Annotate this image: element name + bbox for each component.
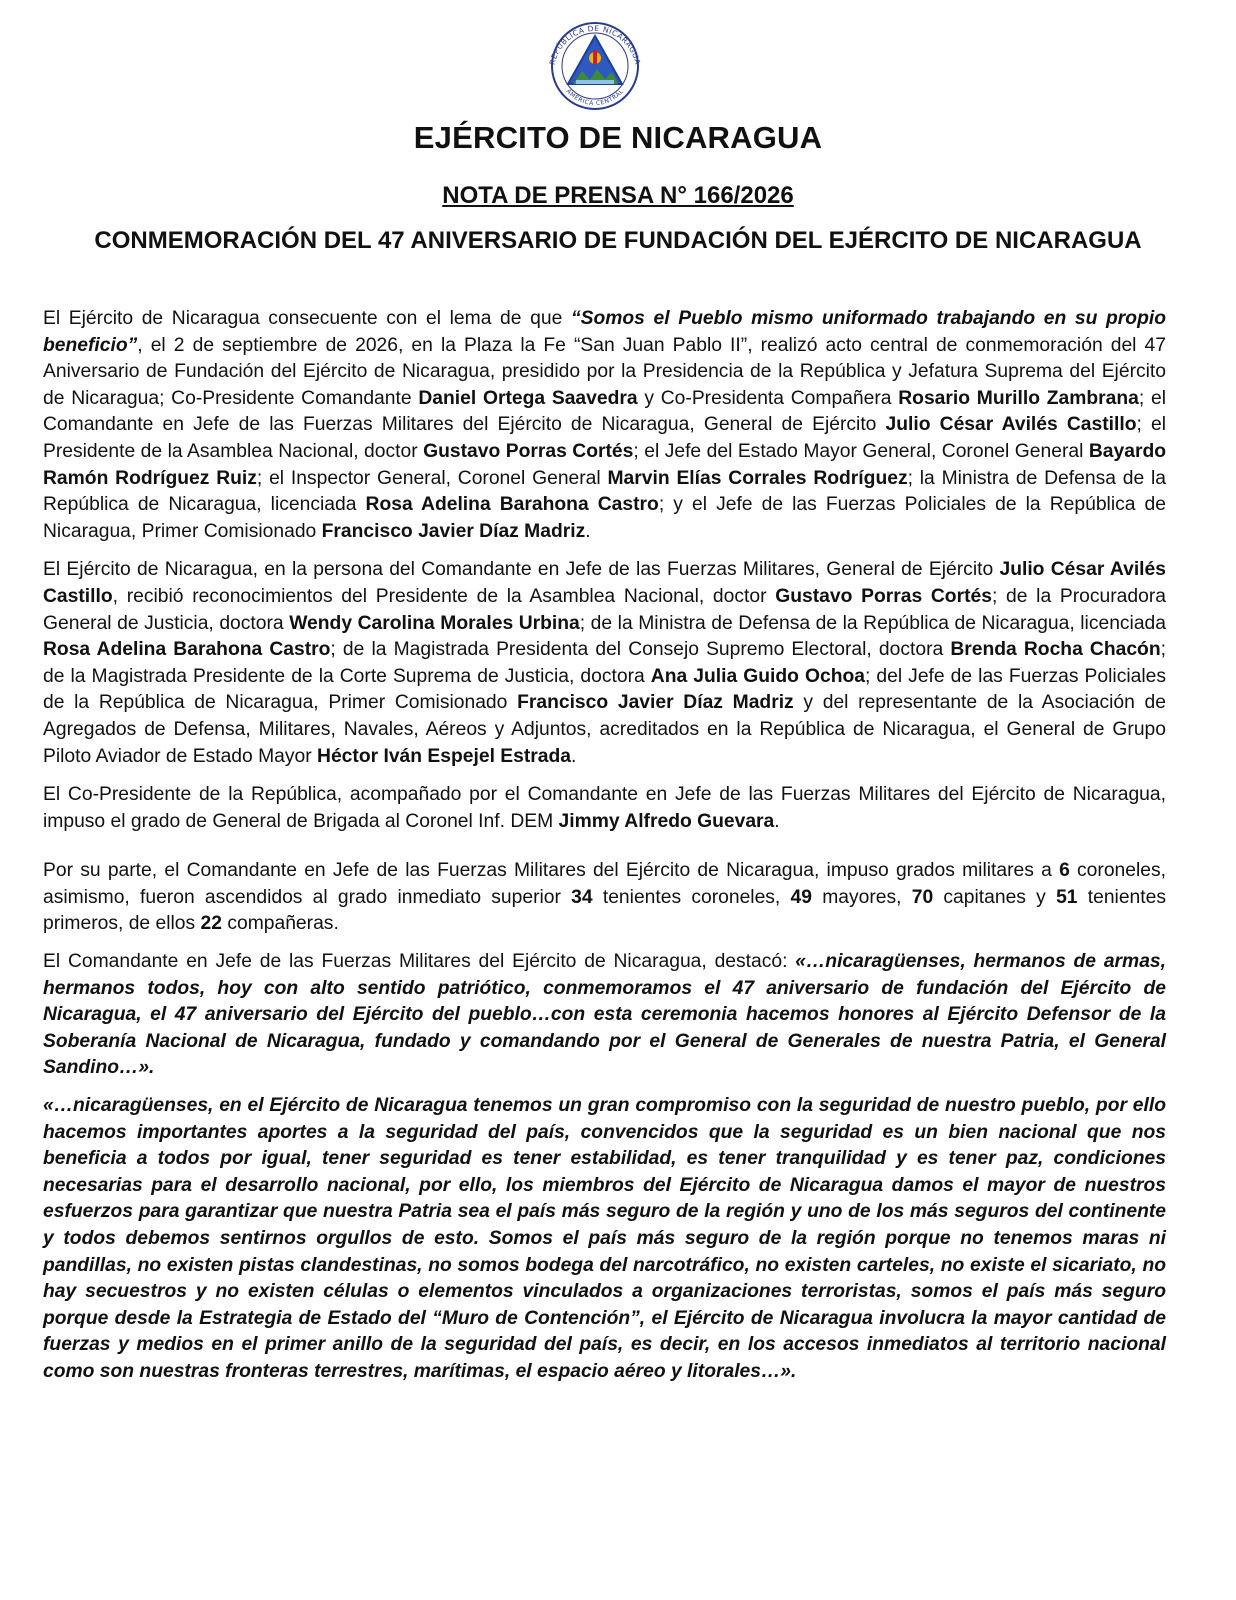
press-release-title: CONMEMORACIÓN DEL 47 ANIVERSARIO DE FUNDACIÓN DEL EJÉRCITO DE NICARAGUA	[94, 227, 1142, 254]
paragraph-promotions: Por su parte, el Comandante en Jefe de las Fuerzas Militares del Ejército de Nicaragua, impuso grados militares a 6 coroneles, asimismo, fueron ascendidos al grado inmediato superior 34 tenientes coroneles, 49 mayores, 70 capitanes y 51 tenientes primeros, de ellos 22 compañeras.	[43, 860, 1166, 935]
seal-bottom-text: AMÉRICA CENTRAL	[564, 87, 626, 108]
press-release-body	[43, 306, 1166, 1386]
paragraph-promotion-general: El Co-Presidente de la República, acompañado por el Comandante en Jefe de las Fuerzas Militares del Ejército de Nicaragua, impuso el grado de General de Brigada al Coronel Inf. DEM Jimmy Alfredo Guevara.	[43, 784, 1166, 832]
organization-name: EJÉRCITO DE NICARAGUA	[413, 120, 823, 155]
paragraph-ceremony: El Ejército de Nicaragua consecuente con el lema de que “Somos el Pueblo mismo uniformado trabajando en su propio beneficio”, el 2 de septiembre de 2026, en la Plaza la Fe “San Juan Pablo II”, realizó acto central de conmemoración del 47 Aniversario de Fundación del Ejército de Nicaragua, presidido por la Presidencia de la República y Jefatura Suprema del Ejército de Nicaragua; Co-Presidente Comandante Daniel Ortega Saavedra y Co-Presidenta Compañera Rosario Murillo Zambrana; el Comandante en Jefe de las Fuerzas Militares del Ejército de Nicaragua, General de Ejército Julio César Avilés Castillo; el Presidente de la Asamblea Nacional, doctor Gustavo Porras Cortés; el Jefe del Estado Mayor General, Coronel General Bayardo Ramón Rodríguez Ruiz; el Inspector General, Coronel General Marvin Elías Corrales Rodríguez; la Ministra de Defensa de la República de Nicaragua, licenciada Rosa Adelina Barahona Castro; y el Jefe de las Fuerzas Policiales de la República de Nicaragua, Primer Comisionado Francisco Javier Díaz Madriz.	[43, 308, 1167, 542]
seal-top-text: REPÚBLICA DE NICARAGUA	[547, 23, 643, 66]
coat-of-arms-seal	[540, 14, 650, 110]
paragraph-security-quote: «…nicaragüenses, en el Ejército de Nicaragua tenemos un gran compromiso con la seguridad de nuestro pueblo, por ello hacemos importantes aportes a la seguridad del país, convencidos que la seguridad es un bien nacional que nos beneficia a todos por igual, tener seguridad es tener estabilidad, es tener tranquilidad y es tener paz, condiciones necesarias para el desarrollo nacional, por ello, los miembros del Ejército de Nicaragua damos el mayor de nuestros esfuerzos para garantizar que nuestra Patria sea el país más seguro de la región y uno de los más seguros del continente y todos debemos sentirnos orgullos de esto. Somos el país más seguro de la región porque no tenemos maras ni pandillas, no existen pistas clandestinas, no somos bodega del narcotráfico, no existen carteles, no existe el sicariato, no hay secuestros y no existen células o elementos vinculados a organizaciones terroristas, somos el país más seguro porque desde la Estrategia de Estado del “Muro de Contención”, el Ejército de Nicaragua involucra la mayor cantidad de fuerzas y medios en el primer anillo de la seguridad del país, es decir, en los accesos inmediatos al territorio nacional como son nuestras fronteras terrestres, marítimas, el espacio aéreo y litorales…».	[43, 1095, 1166, 1382]
press-release-number: NOTA DE PRENSA N° 166/2026	[442, 182, 794, 209]
paragraph-commander-quote: El Comandante en Jefe de las Fuerzas Militares del Ejército de Nicaragua, destacó: «…nicaragüenses, hermanos de armas, hermanos todos, hoy con alto sentido patriótico, conmemoramos el 47 aniversario de fundación del Ejército de Nicaragua, el 47 aniversario del Ejército del pueblo…con esta ceremonia hacemos honores al Ejército Defensor de la Soberanía Nacional de Nicaragua, fundado y comandando por el General de Generales de nuestra Patria, el General Sandino…».	[43, 951, 1166, 1079]
paragraph-recognitions: El Ejército de Nicaragua, en la persona del Comandante en Jefe de las Fuerzas Militares, General de Ejército Julio César Avilés Castillo, recibió reconocimientos del Presidente de la Asamblea Nacional, doctor Gustavo Porras Cortés; de la Procuradora General de Justicia, doctora Wendy Carolina Morales Urbina; de la Ministra de Defensa de la República de Nicaragua, licenciada Rosa Adelina Barahona Castro; de la Magistrada Presidenta del Consejo Supremo Electoral, doctora Brenda Rocha Chacón; de la Magistrada Presidente de la Corte Suprema de Justicia, doctora Ana Julia Guido Ochoa; del Jefe de las Fuerzas Policiales de la República de Nicaragua, Primer Comisionado Francisco Javier Díaz Madriz y del representante de la Asociación de Agregados de Defensa, Militares, Navales, Aéreos y Adjuntos, acreditados en la República de Nicaragua, el General de Grupo Piloto Aviador de Estado Mayor Héctor Iván Espejel Estrada.	[43, 559, 1167, 767]
